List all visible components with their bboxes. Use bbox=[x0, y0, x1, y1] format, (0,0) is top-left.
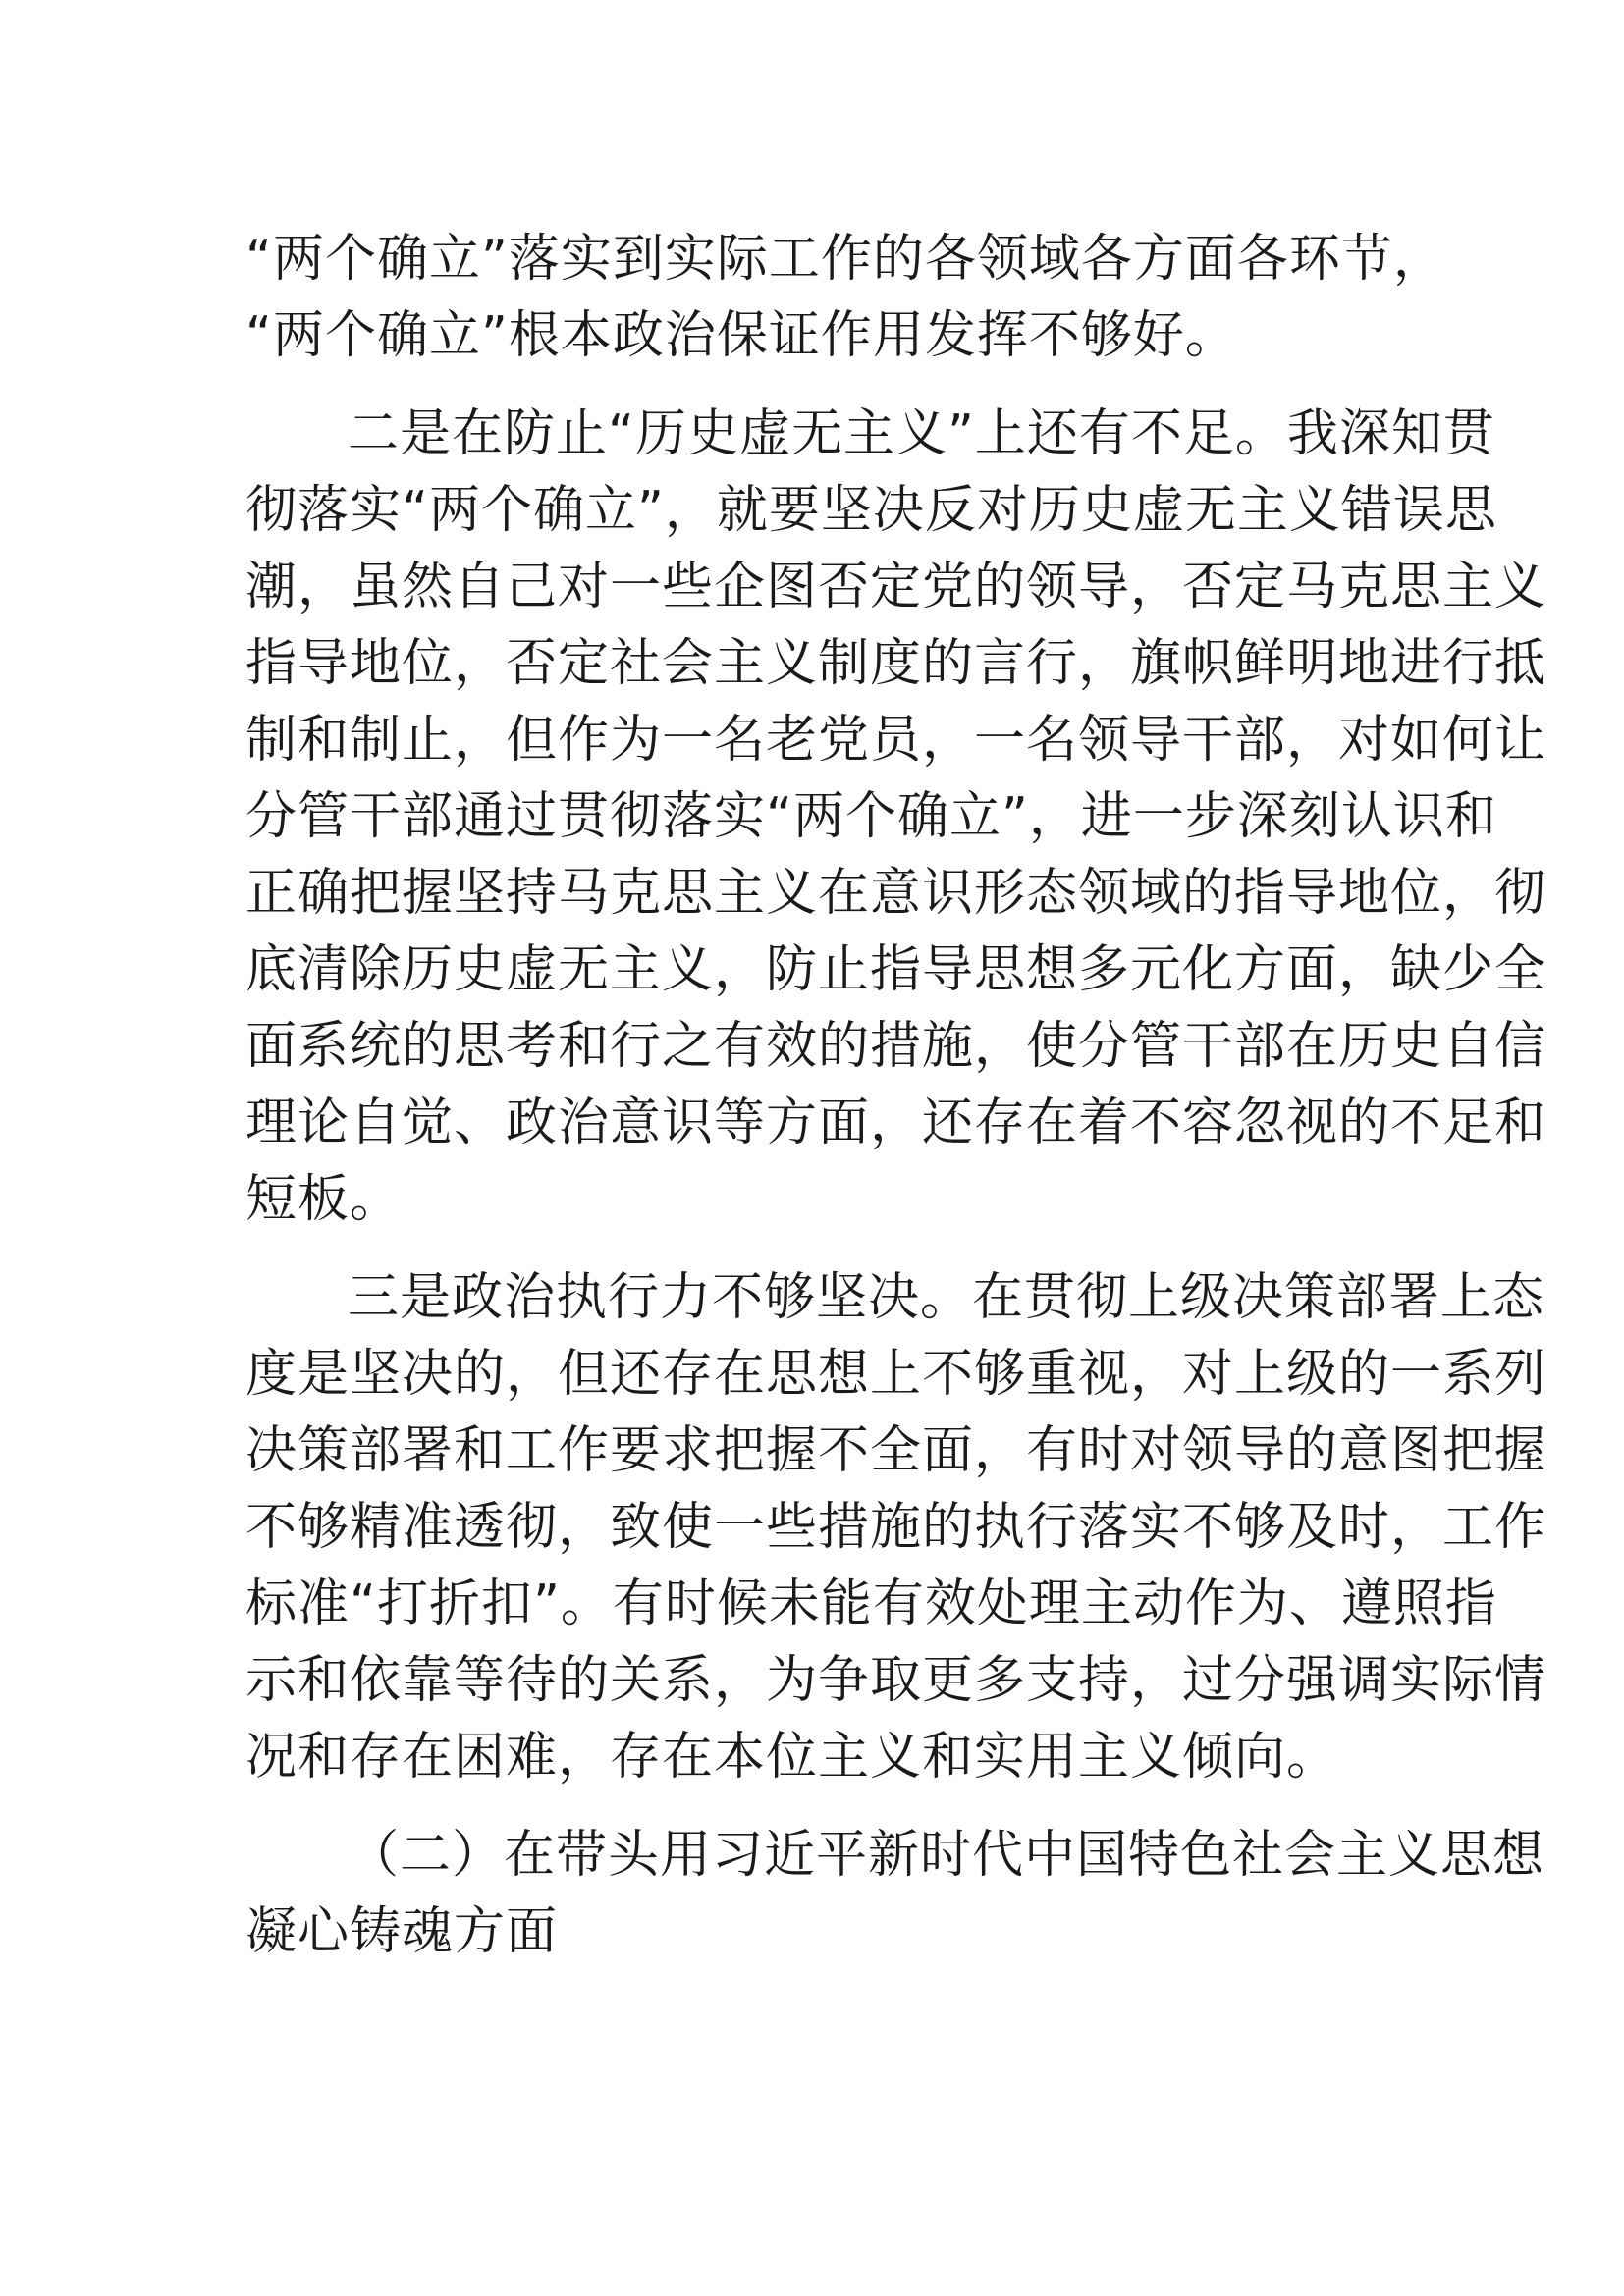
text-line: 度是坚决的，但还存在思想上不够重视，对上级的一系列 bbox=[245, 1345, 1547, 1404]
paragraph-history-nihilism bbox=[245, 396, 1547, 1238]
text-line: 不够精准透彻，致使一些措施的执行落实不够及时，工作 bbox=[245, 1498, 1547, 1557]
document-page bbox=[245, 221, 1547, 1970]
text-line: （二）在带头用习近平新时代中国特色社会主义思想 bbox=[348, 1826, 1545, 1885]
text-line: 短板。 bbox=[245, 1170, 403, 1229]
text-line: 理论自觉、政治意识等方面，还存在着不容忽视的不足和 bbox=[245, 1094, 1547, 1152]
paragraph-continuation bbox=[245, 221, 1445, 374]
text-line: 底清除历史虚无主义，防止指导思想多元化方面，缺少全 bbox=[245, 940, 1547, 999]
text-line: 潮，虽然自己对一些企图否定党的领导，否定马克思主义 bbox=[245, 558, 1547, 616]
text-line: 面系统的思考和行之有效的措施，使分管干部在历史自信 bbox=[245, 1017, 1547, 1076]
text-line: 分管干部通过贯彻落实“两个确立”，进一步深刻认识和 bbox=[245, 787, 1497, 846]
section-heading bbox=[245, 1817, 1545, 1970]
text-line: 凝心铸魂方面 bbox=[245, 1902, 559, 1961]
text-line: 制和制止，但作为一名老党员，一名领导干部，对如何让 bbox=[245, 711, 1547, 770]
text-line: 正确把握坚持马克思主义在意识形态领域的指导地位，彻 bbox=[245, 864, 1547, 923]
paragraph-political-execution bbox=[245, 1259, 1547, 1795]
text-line: 三是政治执行力不够坚决。在贯彻上级决策部署上态 bbox=[348, 1268, 1545, 1327]
text-line: “两个确立”根本政治保证作用发挥不够好。 bbox=[245, 306, 1237, 365]
text-line: 决策部署和工作要求把握不全面，有时对领导的意图把握 bbox=[245, 1421, 1547, 1480]
text-line: 二是在防止“历史虚无主义”上还有不足。我深知贯 bbox=[348, 404, 1495, 463]
text-line: 示和依靠等待的关系，为争取更多支持，过分强调实际情 bbox=[245, 1651, 1547, 1710]
text-line: 标准“打折扣”。有时候未能有效处理主动作为、遵照指 bbox=[245, 1575, 1497, 1633]
text-line: 况和存在困难，存在本位主义和实用主义倾向。 bbox=[245, 1728, 1339, 1787]
text-line: 彻落实“两个确立”，就要坚决反对历史虚无主义错误思 bbox=[245, 481, 1497, 540]
text-line: 指导地位，否定社会主义制度的言行，旗帜鲜明地进行抵 bbox=[245, 634, 1547, 693]
text-line: “两个确立”落实到实际工作的各领域各方面各环节， bbox=[245, 230, 1445, 289]
